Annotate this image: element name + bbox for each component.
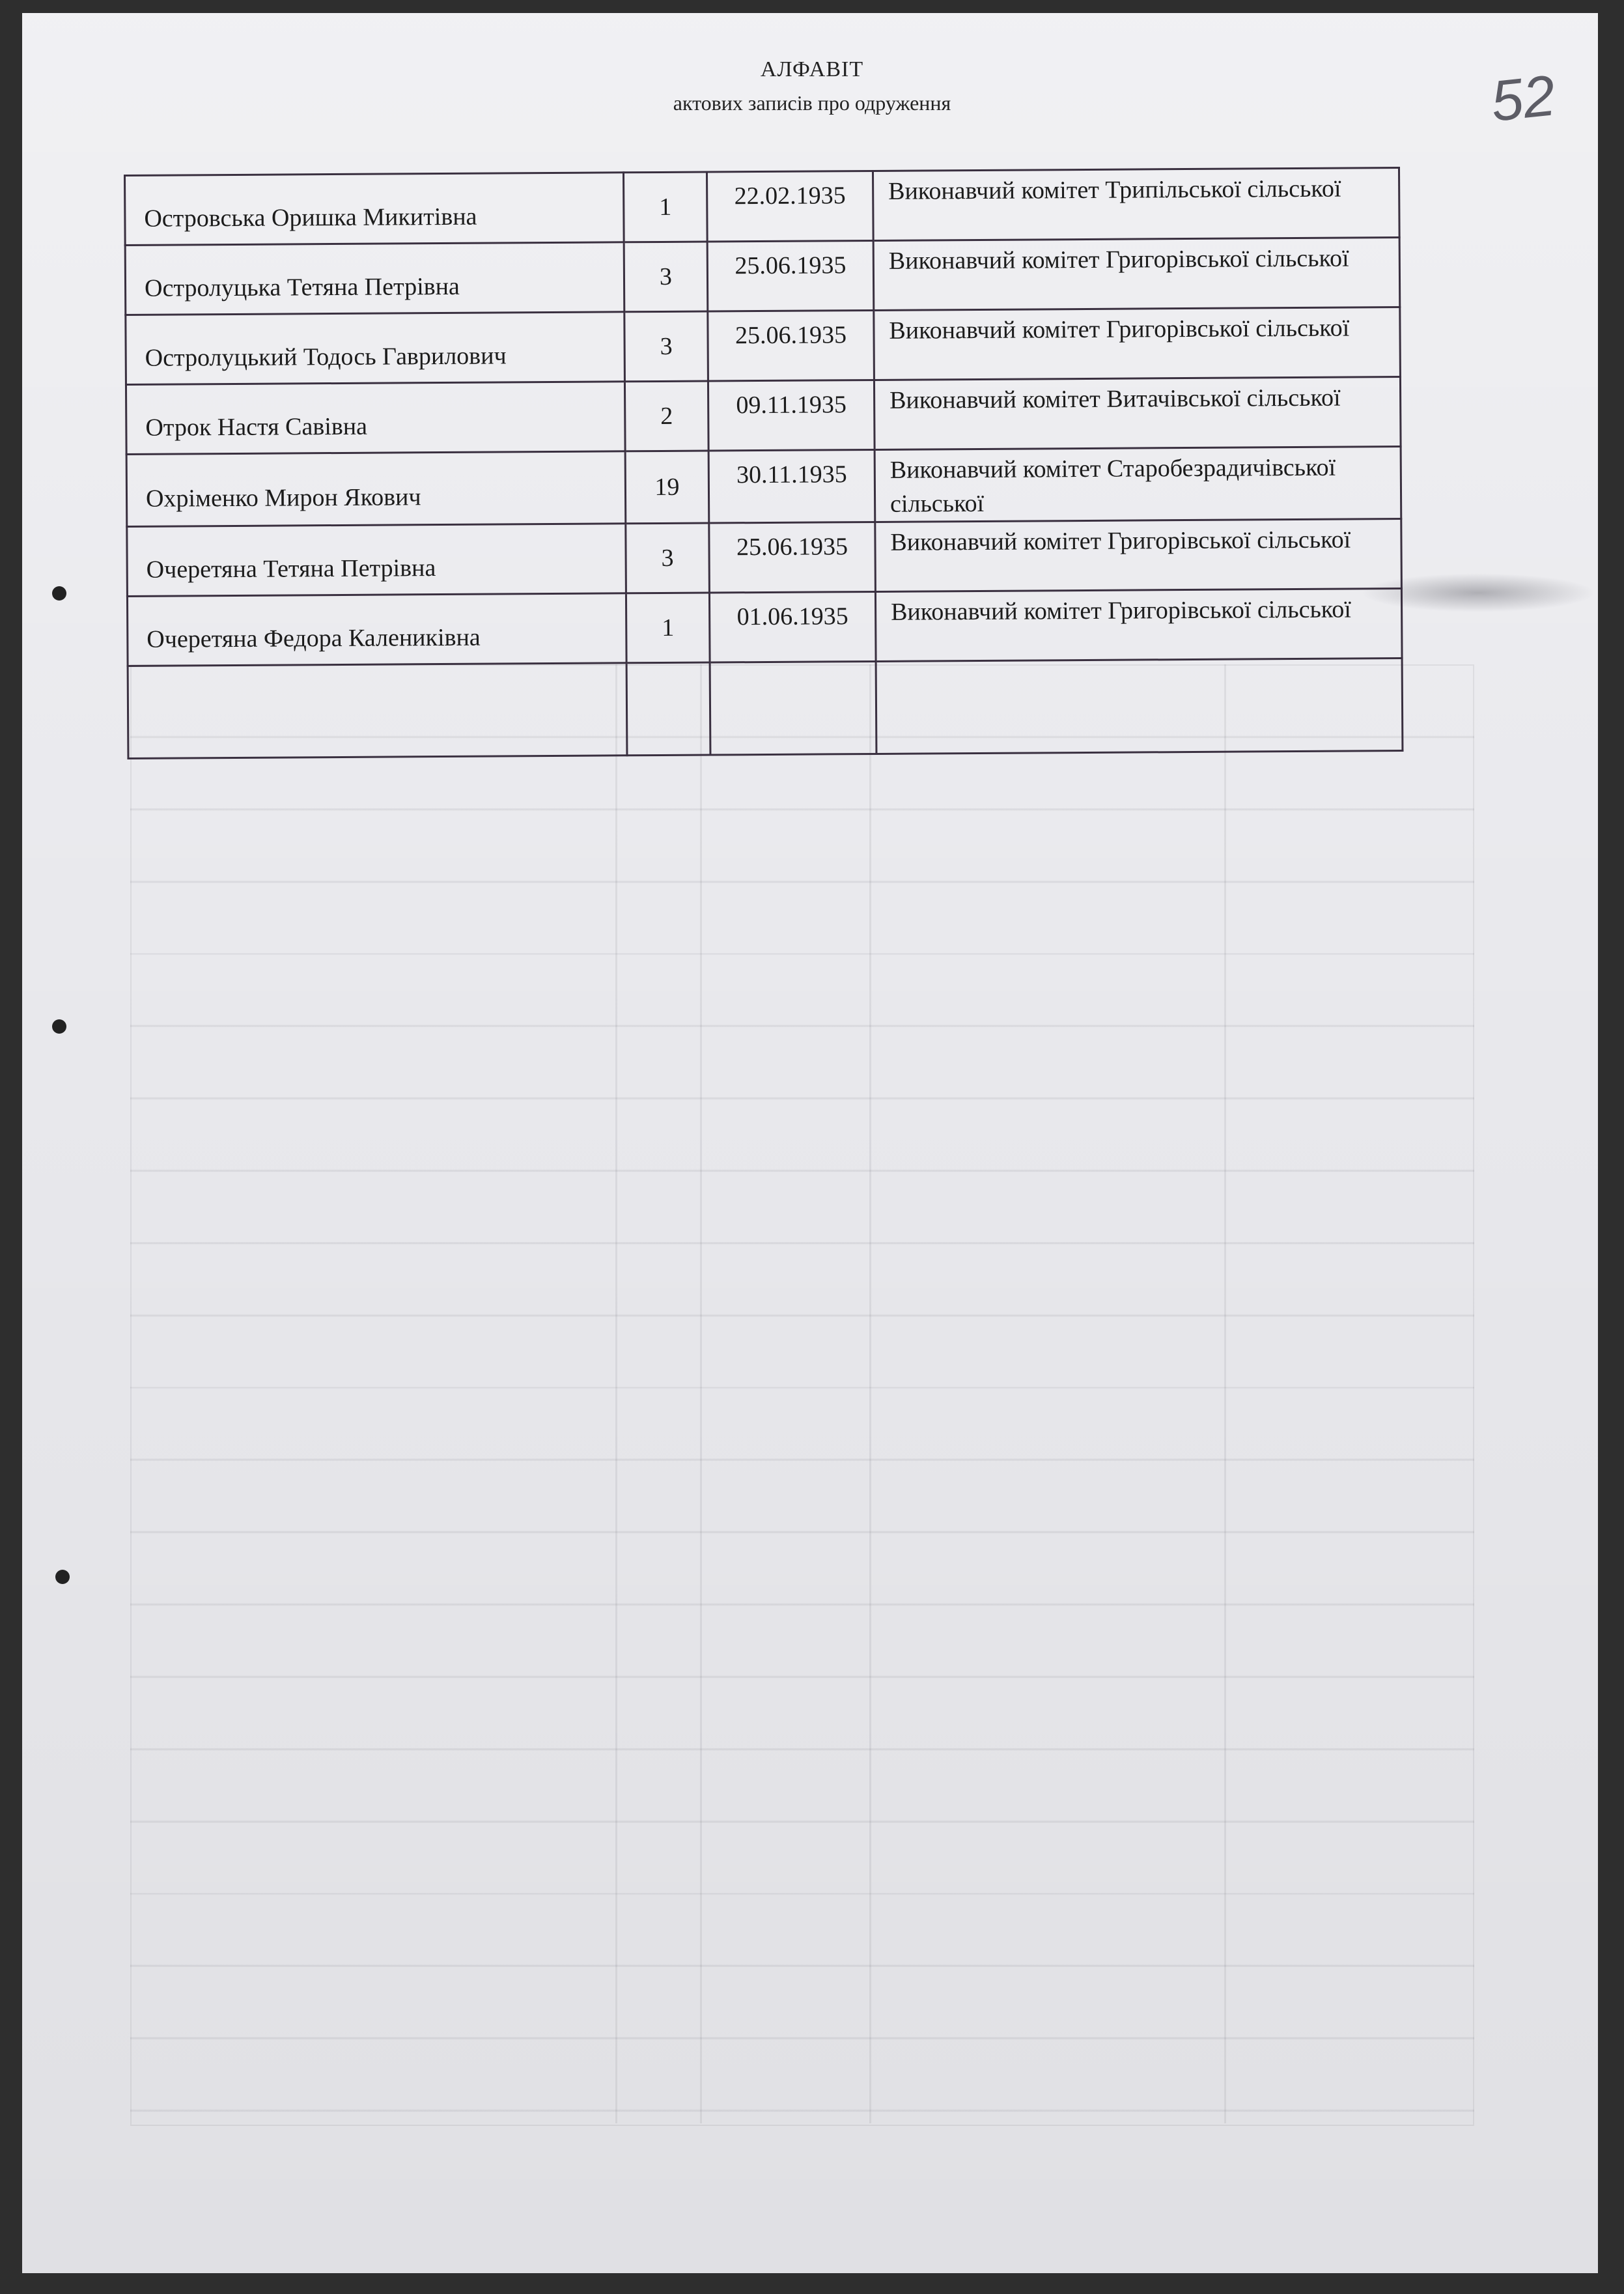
registry-office: Виконавчий комітет Витачівської сільської [874,377,1401,450]
table-row [126,447,1401,527]
record-number: 1 [623,172,707,242]
document-subtitle: актових записів про одруження [673,91,951,115]
empty-cell [710,661,876,755]
bleed-through-grid [130,664,1474,2126]
table-row [127,589,1402,666]
table-row [126,377,1401,455]
table-row [126,307,1401,385]
record-number: 19 [625,451,709,524]
table-row [125,238,1400,315]
record-date: 30.11.1935 [708,449,875,523]
record-number: 3 [624,311,708,382]
record-date: 09.11.1935 [708,380,875,451]
record-date: 25.06.1935 [709,522,876,593]
table-row [127,519,1402,597]
binder-hole-mark [55,1570,70,1584]
registry-office: Виконавчий комітет Григорівської сільської [873,238,1400,311]
bleed-through-column [869,664,871,2123]
binder-hole-mark [52,1019,66,1034]
registry-office: Виконавчий комітет Григорівської сільської [874,307,1401,380]
binder-hole-mark [52,586,66,601]
handwritten-page-number: 52 [1488,63,1558,134]
registry-office: Виконавчий комітет Трипільської сільської [873,168,1399,241]
registry-office: Виконавчий комітет Григорівської сільської [875,589,1402,662]
person-name: Остролуцька Тетяна Петрівна [125,242,624,315]
document-title: АЛФАВІТ [760,57,864,81]
record-number: 3 [624,242,708,312]
record-number: 3 [626,523,710,593]
empty-cell [128,663,627,759]
person-name: Отрок Настя Савівна [126,382,625,455]
record-date: 22.02.1935 [707,171,873,242]
table-row [125,168,1400,246]
record-date: 25.06.1935 [708,310,875,381]
person-name: Очеретяна Федора Калениківна [127,593,626,666]
person-name: Остролуцький Тодось Гаврилович [126,312,625,385]
person-name: Очеретяна Тетяна Петрівна [127,524,626,597]
bleed-through-column [615,664,617,2123]
person-name: Островська Оришка Микитівна [125,173,624,246]
marriage-records-table [124,167,1403,759]
empty-cell [876,658,1403,754]
empty-cell [626,662,710,756]
record-date: 25.06.1935 [707,240,874,311]
bleed-through-column [1224,664,1226,2123]
record-number: 1 [626,593,710,663]
person-name: Охріменко Мирон Якович [126,451,626,527]
bleed-through-column [700,664,702,2123]
registry-office: Виконавчий комітет Старобезрадичівської сільської [875,447,1401,522]
record-number: 2 [624,381,708,451]
record-date: 01.06.1935 [709,591,876,662]
empty-table-row [128,658,1403,759]
registry-office: Виконавчий комітет Григорівської сільської [875,519,1402,592]
